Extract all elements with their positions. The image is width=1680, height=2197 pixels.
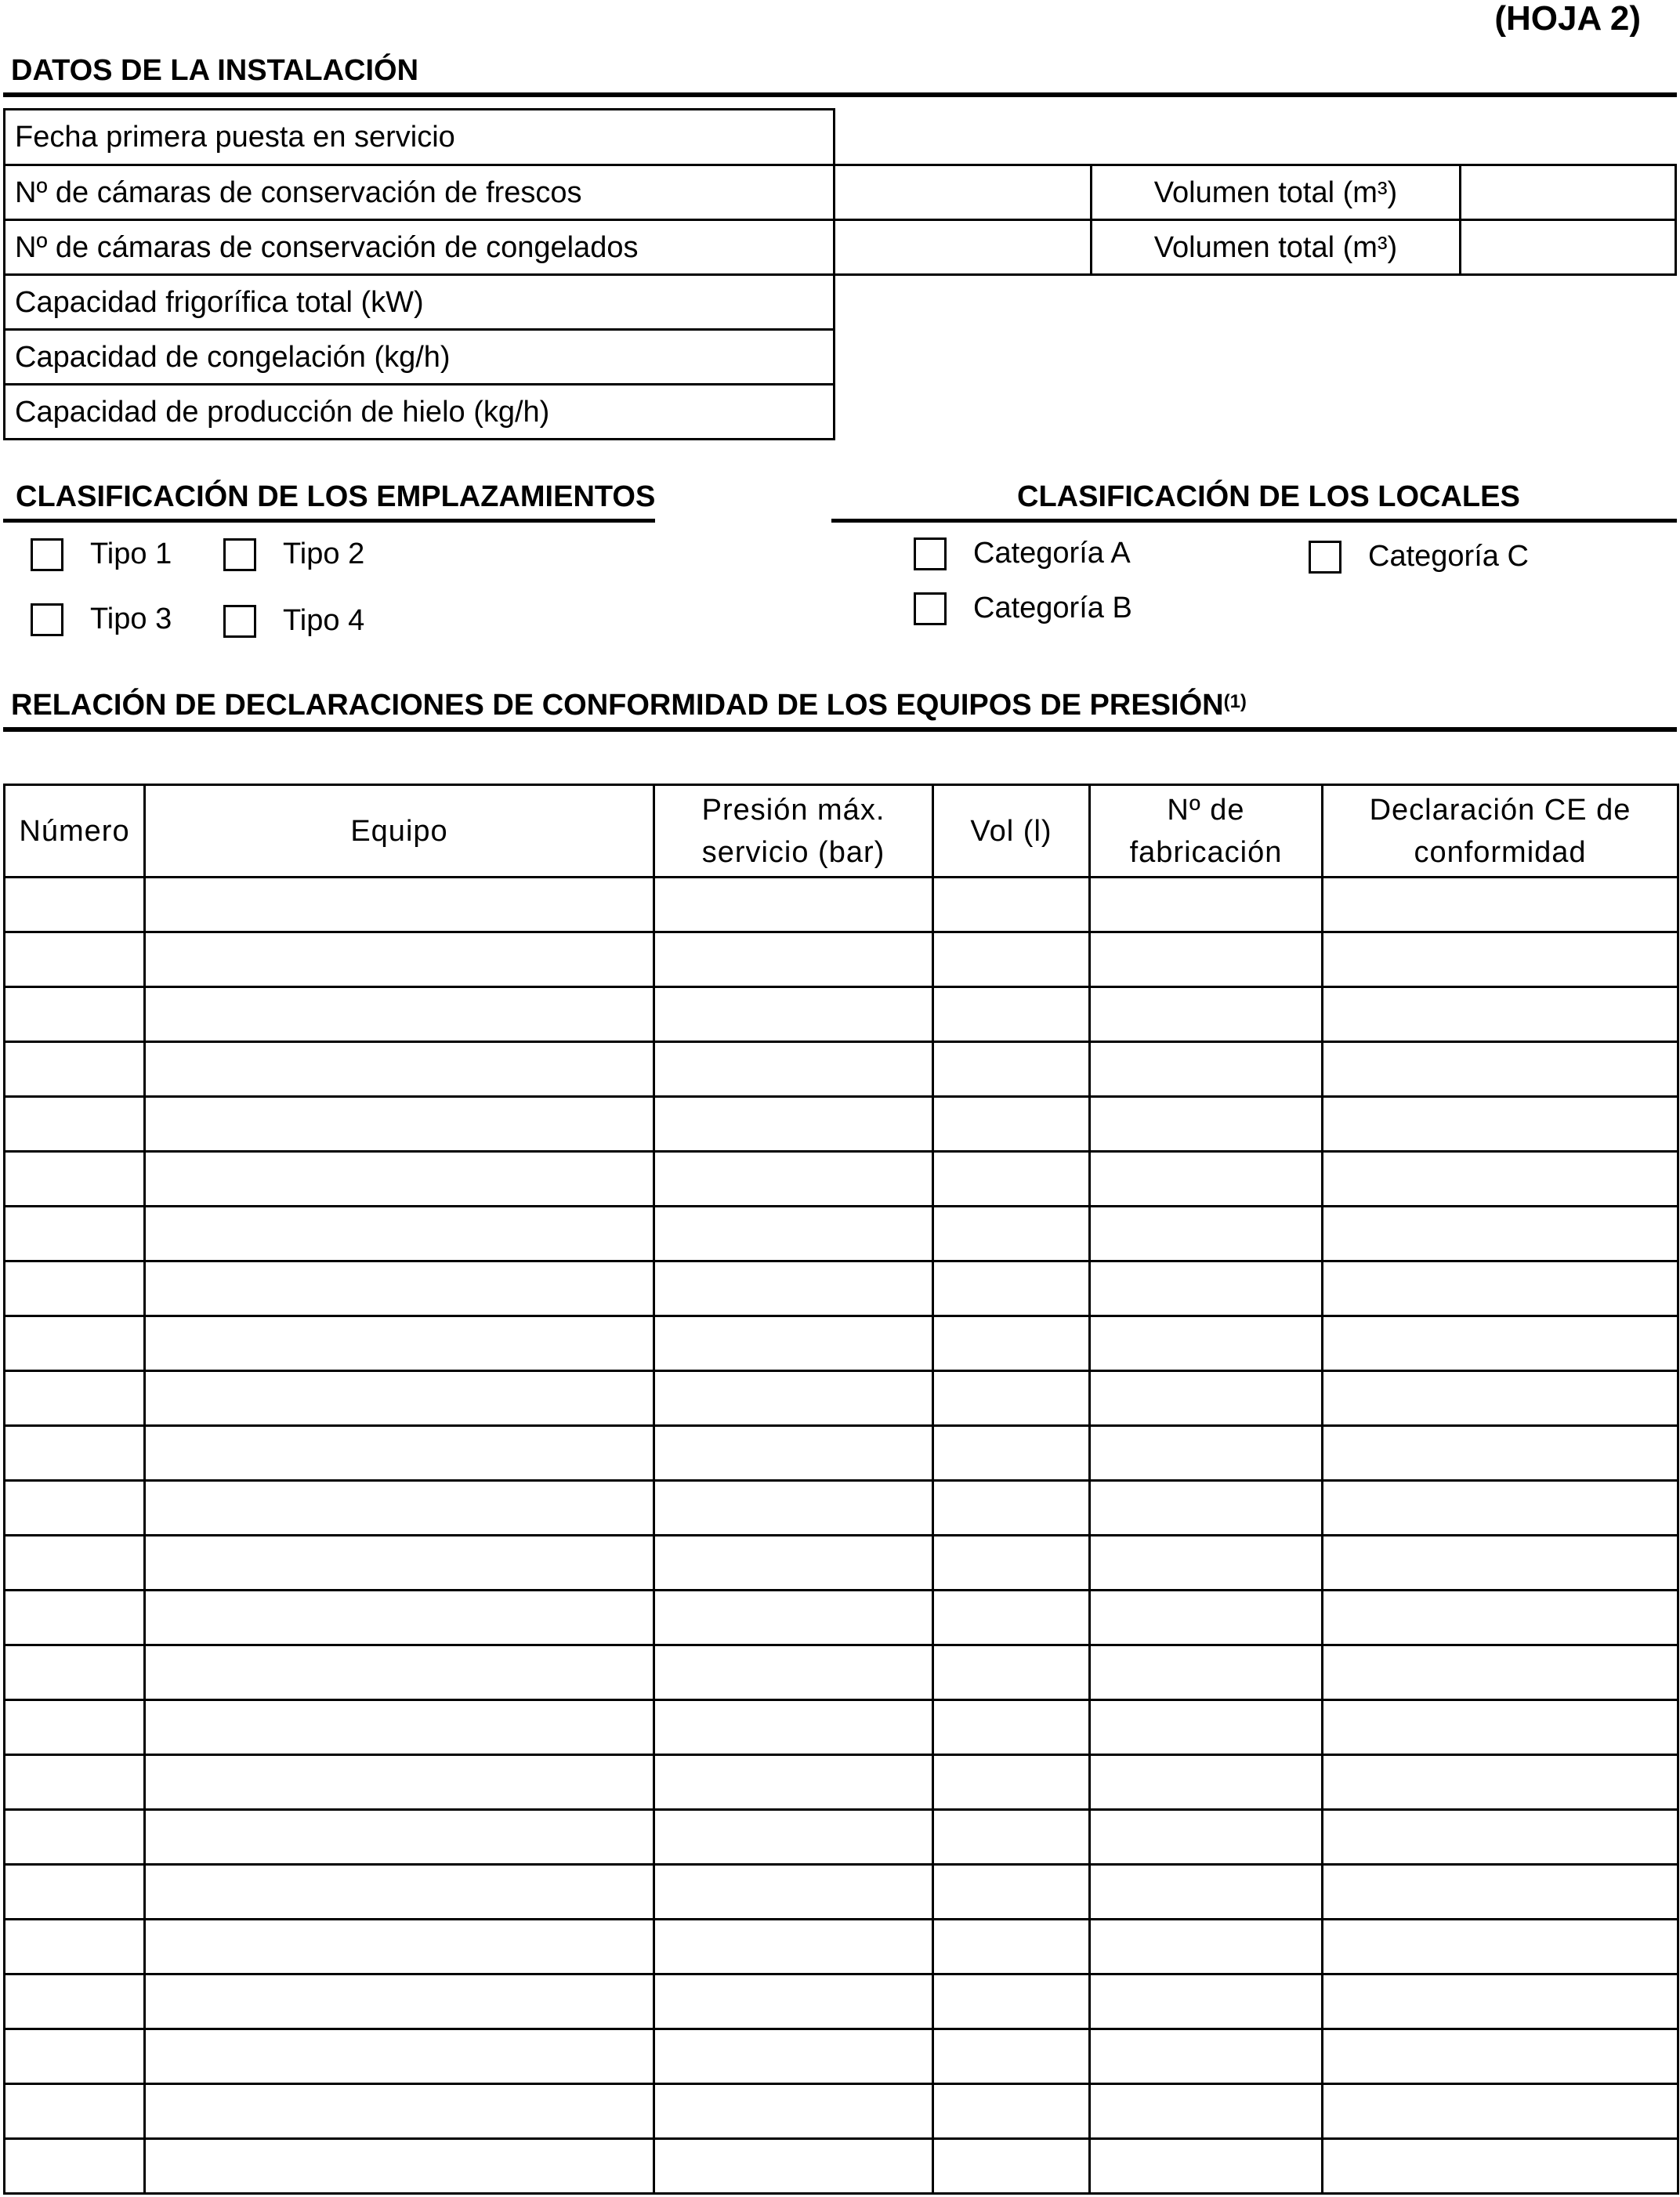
- ice-production-capacity-label: Capacidad de producción de hielo (kg/h): [3, 383, 835, 440]
- cell-vol[interactable]: [933, 987, 1090, 1042]
- table-row: [5, 1426, 1678, 1481]
- cell-equipo[interactable]: [145, 1316, 654, 1371]
- tipo-4-checkbox[interactable]: [223, 605, 256, 638]
- locales-title-rule: [831, 519, 1677, 523]
- equipment-table: [3, 784, 1679, 2195]
- cell-presion[interactable]: [654, 1700, 933, 1755]
- cell-numero[interactable]: [5, 1207, 145, 1261]
- cell-numero[interactable]: [5, 1371, 145, 1426]
- cell-fabricacion[interactable]: [1090, 1920, 1323, 1974]
- cell-vol[interactable]: [933, 1755, 1090, 1810]
- cell-numero[interactable]: [5, 1974, 145, 2029]
- cell-numero[interactable]: [5, 2084, 145, 2139]
- cell-fabricacion[interactable]: [1090, 1316, 1323, 1371]
- table-row: [5, 1755, 1678, 1810]
- categoria-b-label: Categoría B: [973, 592, 1132, 624]
- cell-numero[interactable]: [5, 1316, 145, 1371]
- cell-presion[interactable]: [654, 1097, 933, 1152]
- cell-vol[interactable]: [933, 1152, 1090, 1207]
- cell-equipo[interactable]: [145, 1371, 654, 1426]
- cell-equipo[interactable]: [145, 932, 654, 987]
- cell-vol[interactable]: [933, 1316, 1090, 1371]
- cell-declaracion[interactable]: [1323, 2139, 1678, 2194]
- col-header-numero: Número: [5, 785, 145, 878]
- cell-vol[interactable]: [933, 1810, 1090, 1865]
- table-row: [5, 1700, 1678, 1755]
- frozen-chambers-label: Nº de cámaras de conservación de congelados: [3, 219, 835, 276]
- cell-fabricacion[interactable]: [1090, 1207, 1323, 1261]
- categoria-a-checkbox[interactable]: [914, 537, 947, 570]
- table-row: [5, 1920, 1678, 1974]
- cell-equipo[interactable]: [145, 1974, 654, 2029]
- equipment-header-row: [5, 785, 1678, 878]
- table-row: [5, 987, 1678, 1042]
- table-row: [5, 932, 1678, 987]
- cell-presion[interactable]: [654, 2084, 933, 2139]
- cell-vol[interactable]: [933, 1700, 1090, 1755]
- cell-declaracion[interactable]: [1323, 1097, 1678, 1152]
- cell-numero[interactable]: [5, 1097, 145, 1152]
- cell-declaracion[interactable]: [1323, 1645, 1678, 1700]
- cell-numero[interactable]: [5, 1920, 145, 1974]
- emplazamientos-title-rule: [3, 519, 655, 523]
- cell-fabricacion[interactable]: [1090, 1152, 1323, 1207]
- cell-numero[interactable]: [5, 932, 145, 987]
- cell-declaracion[interactable]: [1323, 1755, 1678, 1810]
- frozen-volume-label: Volumen total (m³): [1090, 219, 1461, 276]
- emplazamientos-section-title: CLASIFICACIÓN DE LOS EMPLAZAMIENTOS: [16, 480, 656, 513]
- cell-equipo[interactable]: [145, 1261, 654, 1316]
- cell-declaracion[interactable]: [1323, 1207, 1678, 1261]
- cell-declaracion[interactable]: [1323, 1810, 1678, 1865]
- cell-fabricacion[interactable]: [1090, 1645, 1323, 1700]
- cell-declaracion[interactable]: [1323, 1481, 1678, 1536]
- table-row: [5, 1591, 1678, 1645]
- cell-vol[interactable]: [933, 1645, 1090, 1700]
- cell-presion[interactable]: [654, 1316, 933, 1371]
- cell-presion[interactable]: [654, 1261, 933, 1316]
- equipment-title-text: RELACIÓN DE DECLARACIONES DE CONFORMIDAD DE LOS EQUIPOS DE PRESIÓN: [11, 689, 1224, 722]
- cell-declaracion[interactable]: [1323, 1371, 1678, 1426]
- cell-declaracion[interactable]: [1323, 2029, 1678, 2084]
- col-header-equipo: Equipo: [145, 785, 654, 878]
- cell-vol[interactable]: [933, 2029, 1090, 2084]
- first-service-date-label: Fecha primera puesta en servicio: [3, 108, 835, 166]
- table-row: [5, 1207, 1678, 1261]
- option-categoria-a[interactable]: [914, 537, 1131, 570]
- equipment-section-title: [11, 688, 1247, 722]
- cell-declaracion[interactable]: [1323, 1152, 1678, 1207]
- cell-fabricacion[interactable]: [1090, 1755, 1323, 1810]
- table-row: [5, 1865, 1678, 1920]
- cell-vol[interactable]: [933, 1426, 1090, 1481]
- frozen-chambers-field[interactable]: [833, 219, 1092, 276]
- cell-equipo[interactable]: [145, 1042, 654, 1097]
- table-row: [5, 1645, 1678, 1700]
- fresh-chambers-field[interactable]: [833, 164, 1092, 221]
- cell-equipo[interactable]: [145, 987, 654, 1042]
- cell-fabricacion[interactable]: [1090, 1865, 1323, 1920]
- cell-presion[interactable]: [654, 1207, 933, 1261]
- cell-numero[interactable]: [5, 878, 145, 932]
- fresh-chambers-label: Nº de cámaras de conservación de frescos: [3, 164, 835, 221]
- cell-fabricacion[interactable]: [1090, 2139, 1323, 2194]
- option-tipo-2[interactable]: [223, 537, 364, 571]
- cell-presion[interactable]: [654, 1645, 933, 1700]
- categoria-c-checkbox[interactable]: [1309, 541, 1341, 574]
- cell-presion[interactable]: [654, 1974, 933, 2029]
- cell-fabricacion[interactable]: [1090, 1261, 1323, 1316]
- cell-equipo[interactable]: [145, 1865, 654, 1920]
- cell-equipo[interactable]: [145, 1097, 654, 1152]
- cell-declaracion[interactable]: [1323, 1536, 1678, 1591]
- table-row: [5, 1536, 1678, 1591]
- cell-fabricacion[interactable]: [1090, 2084, 1323, 2139]
- cell-presion[interactable]: [654, 2029, 933, 2084]
- cell-equipo[interactable]: [145, 2084, 654, 2139]
- cell-numero[interactable]: [5, 1865, 145, 1920]
- cell-declaracion[interactable]: [1323, 1316, 1678, 1371]
- cell-numero[interactable]: [5, 1536, 145, 1591]
- cell-equipo[interactable]: [145, 1755, 654, 1810]
- cell-fabricacion[interactable]: [1090, 1097, 1323, 1152]
- cell-equipo[interactable]: [145, 1810, 654, 1865]
- cell-vol[interactable]: [933, 1536, 1090, 1591]
- cell-vol[interactable]: [933, 1207, 1090, 1261]
- installation-section-title: DATOS DE LA INSTALACIÓN: [11, 54, 419, 87]
- cell-vol[interactable]: [933, 1974, 1090, 2029]
- cell-presion[interactable]: [654, 1152, 933, 1207]
- cell-vol[interactable]: [933, 1261, 1090, 1316]
- table-row: [5, 1371, 1678, 1426]
- cell-equipo[interactable]: [145, 1920, 654, 1974]
- cell-equipo[interactable]: [145, 1152, 654, 1207]
- tipo-2-checkbox[interactable]: [223, 538, 256, 571]
- col-header-declaracion: Declaración CE de conformidad: [1323, 785, 1678, 878]
- cell-presion[interactable]: [654, 1536, 933, 1591]
- table-row: [5, 1316, 1678, 1371]
- cell-numero[interactable]: [5, 1481, 145, 1536]
- cell-presion[interactable]: [654, 932, 933, 987]
- cell-vol[interactable]: [933, 1042, 1090, 1097]
- cell-fabricacion[interactable]: [1090, 1974, 1323, 2029]
- col-header-fabricacion: Nº de fabricación: [1090, 785, 1323, 878]
- cell-fabricacion[interactable]: [1090, 1481, 1323, 1536]
- tipo-3-label: Tipo 3: [90, 603, 172, 635]
- sheet-label: (HOJA 2): [1494, 0, 1641, 38]
- cell-fabricacion[interactable]: [1090, 1810, 1323, 1865]
- cell-declaracion[interactable]: [1323, 1920, 1678, 1974]
- installation-title-rule: [3, 92, 1677, 97]
- tipo-3-checkbox[interactable]: [31, 603, 63, 636]
- cell-fabricacion[interactable]: [1090, 987, 1323, 1042]
- cell-fabricacion[interactable]: [1090, 2029, 1323, 2084]
- table-row: [5, 878, 1678, 932]
- tipo-1-label: Tipo 1: [90, 537, 172, 570]
- frozen-volume-field[interactable]: [1459, 219, 1677, 276]
- cell-presion[interactable]: [654, 1481, 933, 1536]
- cell-presion[interactable]: [654, 1920, 933, 1974]
- cell-fabricacion[interactable]: [1090, 932, 1323, 987]
- fresh-volume-field[interactable]: [1459, 164, 1677, 221]
- cell-equipo[interactable]: [145, 1426, 654, 1481]
- table-row: [5, 1097, 1678, 1152]
- cell-vol[interactable]: [933, 1865, 1090, 1920]
- freezing-capacity-label: Capacidad de congelación (kg/h): [3, 328, 835, 385]
- cell-equipo[interactable]: [145, 2139, 654, 2194]
- tipo-4-label: Tipo 4: [283, 604, 365, 637]
- cell-vol[interactable]: [933, 2084, 1090, 2139]
- cell-presion[interactable]: [654, 2139, 933, 2194]
- cell-vol[interactable]: [933, 1481, 1090, 1536]
- cell-declaracion[interactable]: [1323, 2084, 1678, 2139]
- cell-presion[interactable]: [654, 1865, 933, 1920]
- cell-numero[interactable]: [5, 1426, 145, 1481]
- col-header-presion: Presión máx. servicio (bar): [654, 785, 933, 878]
- table-row: [5, 1261, 1678, 1316]
- cooling-capacity-label: Capacidad frigorífica total (kW): [3, 273, 835, 331]
- cell-equipo[interactable]: [145, 878, 654, 932]
- categoria-b-checkbox[interactable]: [914, 592, 947, 625]
- table-row: [5, 1042, 1678, 1097]
- cell-numero[interactable]: [5, 987, 145, 1042]
- cell-equipo[interactable]: [145, 1591, 654, 1645]
- cell-numero[interactable]: [5, 1810, 145, 1865]
- cell-vol[interactable]: [933, 932, 1090, 987]
- cell-vol[interactable]: [933, 2139, 1090, 2194]
- cell-numero[interactable]: [5, 1645, 145, 1700]
- cell-fabricacion[interactable]: [1090, 1042, 1323, 1097]
- fresh-volume-label: Volumen total (m³): [1090, 164, 1461, 221]
- cell-vol[interactable]: [933, 1371, 1090, 1426]
- table-row: [5, 1974, 1678, 2029]
- cell-declaracion[interactable]: [1323, 1261, 1678, 1316]
- option-categoria-c[interactable]: [1309, 540, 1529, 574]
- cell-fabricacion[interactable]: [1090, 1426, 1323, 1481]
- tipo-2-label: Tipo 2: [283, 537, 365, 570]
- option-tipo-3[interactable]: [31, 603, 172, 636]
- cell-vol[interactable]: [933, 1591, 1090, 1645]
- cell-numero[interactable]: [5, 1042, 145, 1097]
- cell-fabricacion[interactable]: [1090, 1371, 1323, 1426]
- table-row: [5, 2139, 1678, 2194]
- table-row: [5, 1152, 1678, 1207]
- cell-numero[interactable]: [5, 2029, 145, 2084]
- table-row: [5, 1481, 1678, 1536]
- cell-declaracion[interactable]: [1323, 878, 1678, 932]
- cell-numero[interactable]: [5, 2139, 145, 2194]
- option-tipo-4[interactable]: [223, 604, 364, 638]
- cell-presion[interactable]: [654, 1591, 933, 1645]
- cell-numero[interactable]: [5, 1591, 145, 1645]
- locales-section-title: CLASIFICACIÓN DE LOS LOCALES: [1017, 480, 1520, 513]
- cell-declaracion[interactable]: [1323, 1591, 1678, 1645]
- tipo-1-checkbox[interactable]: [31, 538, 63, 571]
- cell-presion[interactable]: [654, 987, 933, 1042]
- cell-equipo[interactable]: [145, 1207, 654, 1261]
- cell-vol[interactable]: [933, 878, 1090, 932]
- option-tipo-1[interactable]: [31, 537, 172, 571]
- cell-fabricacion[interactable]: [1090, 1700, 1323, 1755]
- cell-presion[interactable]: [654, 1755, 933, 1810]
- cell-numero[interactable]: [5, 1700, 145, 1755]
- cell-declaracion[interactable]: [1323, 1042, 1678, 1097]
- cell-declaracion[interactable]: [1323, 1700, 1678, 1755]
- cell-numero[interactable]: [5, 1152, 145, 1207]
- cell-fabricacion[interactable]: [1090, 878, 1323, 932]
- cell-vol[interactable]: [933, 1920, 1090, 1974]
- cell-equipo[interactable]: [145, 1536, 654, 1591]
- cell-fabricacion[interactable]: [1090, 1591, 1323, 1645]
- cell-declaracion[interactable]: [1323, 1426, 1678, 1481]
- cell-declaracion[interactable]: [1323, 932, 1678, 987]
- cell-equipo[interactable]: [145, 1481, 654, 1536]
- cell-vol[interactable]: [933, 1097, 1090, 1152]
- equipment-table-body: [5, 878, 1678, 2194]
- option-categoria-b[interactable]: [914, 592, 1132, 625]
- footnote-mark: (1): [1223, 691, 1247, 712]
- cell-presion[interactable]: [654, 1371, 933, 1426]
- cell-presion[interactable]: [654, 878, 933, 932]
- cell-presion[interactable]: [654, 1426, 933, 1481]
- cell-equipo[interactable]: [145, 2029, 654, 2084]
- table-row: [5, 1810, 1678, 1865]
- cell-declaracion[interactable]: [1323, 1974, 1678, 2029]
- cell-presion[interactable]: [654, 1042, 933, 1097]
- equipment-title-rule: [3, 727, 1677, 732]
- cell-numero[interactable]: [5, 1261, 145, 1316]
- table-row: [5, 2029, 1678, 2084]
- cell-presion[interactable]: [654, 1810, 933, 1865]
- cell-declaracion[interactable]: [1323, 1865, 1678, 1920]
- cell-numero[interactable]: [5, 1755, 145, 1810]
- cell-equipo[interactable]: [145, 1700, 654, 1755]
- table-row: [5, 2084, 1678, 2139]
- cell-fabricacion[interactable]: [1090, 1536, 1323, 1591]
- cell-declaracion[interactable]: [1323, 987, 1678, 1042]
- categoria-a-label: Categoría A: [973, 537, 1131, 570]
- cell-equipo[interactable]: [145, 1645, 654, 1700]
- categoria-c-label: Categoría C: [1368, 540, 1529, 573]
- col-header-vol: Vol (l): [933, 785, 1090, 878]
